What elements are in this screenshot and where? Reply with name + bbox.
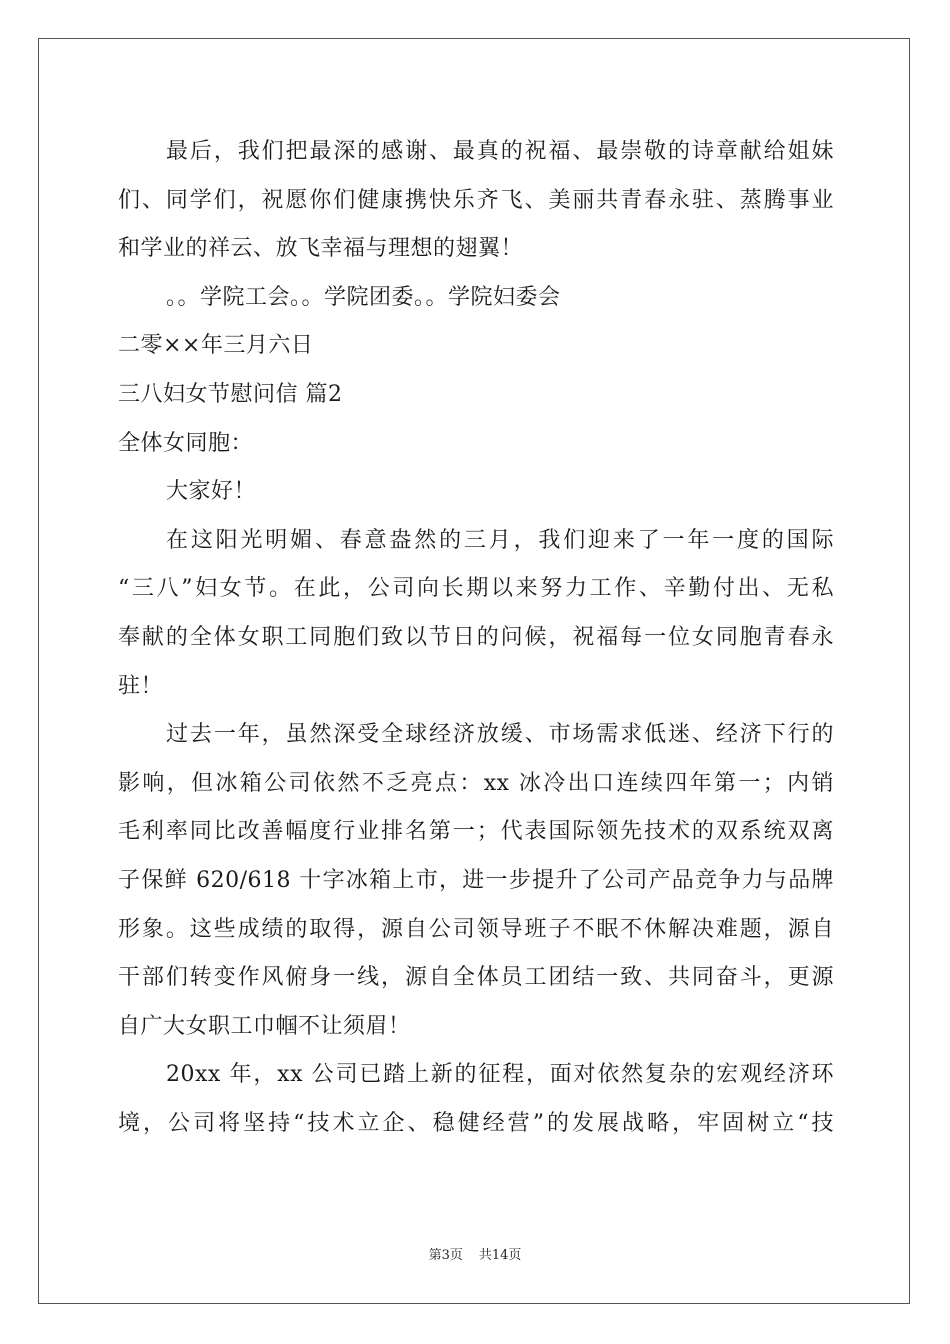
paragraph-line: 子保鲜 620/618 十字冰箱上市，进一步提升了公司产品竞争力与品牌: [118, 867, 834, 893]
page-footer: [0, 1244, 950, 1263]
paragraph-line: 形象。这些成绩的取得，源自公司领导班子不眠不休解决难题，源自: [118, 916, 834, 942]
paragraph-line: 干部们转变作风俯身一线，源自全体员工团结一致、共同奋斗，更源: [118, 965, 834, 991]
paragraph-line: 境，公司将坚持“技术立企、稳健经营”的发展战略，牢固树立“技: [118, 1110, 834, 1136]
salutation: 全体女同胞：: [118, 430, 254, 456]
paragraph-line: 自广大女职工巾帼不让须眉！: [118, 1013, 411, 1039]
document-body: [118, 128, 834, 1148]
paragraph-line: 奉献的全体女职工同胞们致以节日的问候，祝福每一位女同胞青春永: [118, 624, 834, 650]
paragraph-line: “三八”妇女节。在此，公司向长期以来努力工作、辛勤付出、无私: [118, 576, 834, 602]
paragraph-line: 们、同学们，祝愿你们健康携快乐齐飞、美丽共青春永驻、蒸腾事业: [118, 187, 834, 213]
paragraph-line: 过去一年，虽然深受全球经济放缓、市场需求低迷、经济下行的: [166, 722, 834, 748]
paragraph-line: 在这阳光明媚、春意盎然的三月，我们迎来了一年一度的国际: [166, 527, 834, 553]
paragraph-line: 最后，我们把最深的感谢、最真的祝福、最崇敬的诗章献给姐妹: [166, 139, 834, 164]
signature-date: 二零××年三月六日: [118, 333, 314, 359]
signature-organizations: 。。学院工会。。学院团委。。学院妇委会: [166, 284, 561, 310]
paragraph-line: 驻！: [118, 673, 164, 699]
greeting: 大家好！: [166, 479, 257, 505]
paragraph-line: 毛利率同比改善幅度行业排名第一；代表国际领先技术的双系统双离: [118, 819, 834, 845]
paragraph-line: 和学业的祥云、放飞幸福与理想的翅翼！: [118, 236, 524, 262]
section-title: 三八妇女节慰问信 篇2: [118, 381, 343, 407]
paragraph-line: 20xx 年，xx 公司已踏上新的征程，面对依然复杂的宏观经济环: [166, 1062, 834, 1088]
paragraph-line: 影响，但冰箱公司依然不乏亮点：xx 冰冷出口连续四年第一；内销: [118, 770, 834, 796]
page-number-current: 第3页: [428, 1248, 463, 1263]
page-number-total: 共14页: [478, 1248, 522, 1263]
